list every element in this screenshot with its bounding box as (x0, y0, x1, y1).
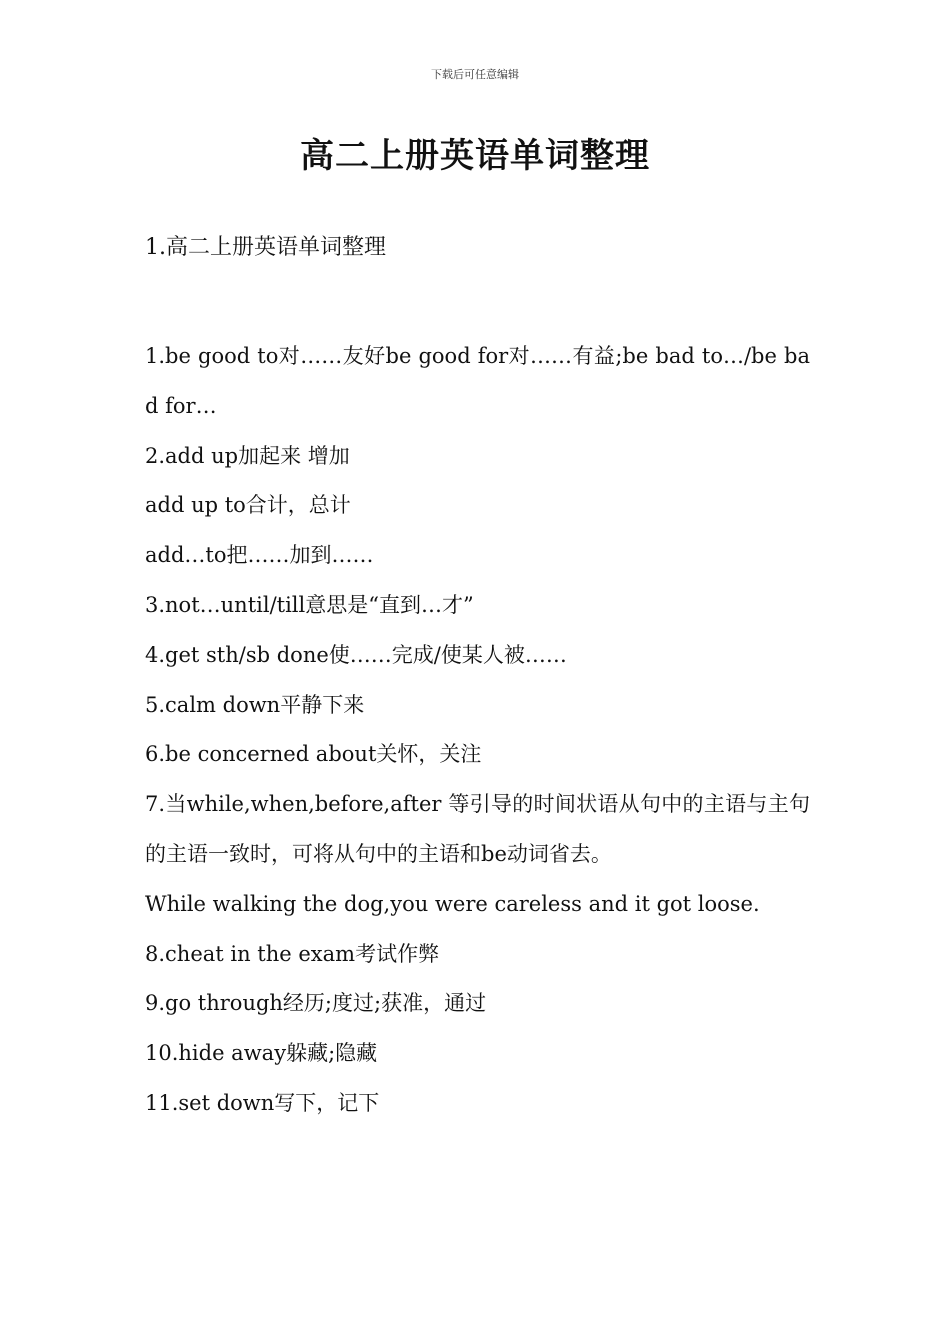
vocab-entry-6: 6.be concerned about关怀，关注 (145, 742, 482, 767)
document-title: 高二上册英语单词整理 (300, 136, 650, 176)
vocab-entry-2b: add up to合计，总计 (145, 493, 351, 518)
vocab-entry-8: 8.cheat in the exam考试作弊 (145, 941, 440, 966)
vocabulary-list (145, 332, 810, 1129)
vocab-entry-7: 7.当while,when,before,after 等引导的时间状语从句中的主语与主句的主语一致时，可将从句中的主语和be动词省去。 (145, 792, 810, 866)
vocab-entry-2c: add…to把……加到…… (145, 543, 374, 568)
example-sentence: While walking the dog,you were careless and it got loose. (145, 891, 760, 916)
vocab-entry-9: 9.go through经历;度过;获准，通过 (145, 991, 487, 1016)
vocab-entry-10: 10.hide away躲藏;隐藏 (145, 1041, 378, 1066)
vocab-entry-5: 5.calm down平静下来 (145, 692, 365, 717)
vocab-entry-4: 4.get sth/sb done使……完成/使某人被…… (145, 642, 567, 667)
vocab-entry-3: 3.not…until/till意思是“直到…才” (145, 592, 474, 617)
vocab-entry-11: 11.set down写下，记下 (145, 1090, 380, 1115)
header-note: 下载后可任意编辑 (431, 68, 519, 81)
section-heading: 1.高二上册英语单词整理 (145, 235, 386, 260)
vocab-entry-1: 1.be good to对……友好be good for对……有益;be bad to…/be bad for… (145, 344, 810, 418)
vocab-entry-2: 2.add up加起来 增加 (145, 443, 350, 468)
document-body (145, 232, 810, 1129)
